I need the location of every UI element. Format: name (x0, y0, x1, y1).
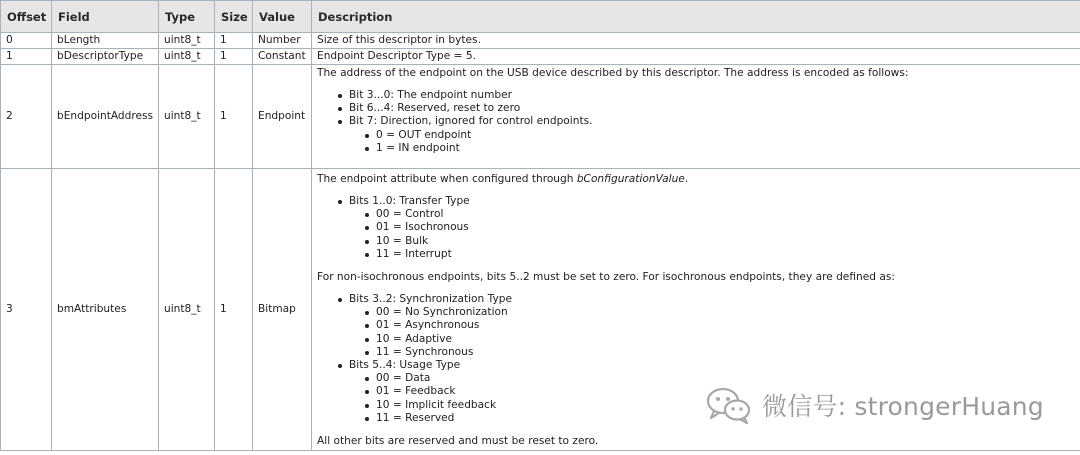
list-item: 00 = Data (365, 372, 1075, 385)
list-item: 1 = IN endpoint (365, 142, 1075, 155)
list-item: 10 = Implicit feedback (365, 399, 1075, 412)
cell-description: Size of this descriptor in bytes. (312, 33, 1080, 49)
direction-list (365, 129, 1075, 155)
watermark (704, 385, 1054, 425)
description-footer: All other bits are reserved and must be reset to zero. (317, 435, 599, 448)
cell-offset: 0 (1, 33, 52, 49)
description-intro: The address of the endpoint on the USB device described by this descriptor. The address is encoded as follows: (317, 67, 909, 79)
header-value: Value (253, 1, 312, 33)
intro-text: The endpoint attribute when configured through (317, 173, 577, 185)
header-type: Type (159, 1, 215, 33)
list-item-text: Bits 1..0: Transfer Type (349, 195, 470, 207)
cell-type: uint8_t (159, 49, 215, 65)
cell-field: bLength (52, 33, 159, 49)
bit-list (338, 89, 1075, 155)
list-item (338, 195, 1075, 261)
list-item (338, 293, 1075, 359)
intro-suffix: . (684, 173, 689, 185)
cell-field: bDescriptorType (52, 49, 159, 65)
cell-description (312, 65, 1080, 169)
cell-size: 1 (215, 33, 253, 49)
list-item: 10 = Adaptive (365, 333, 1075, 346)
cell-field: bEndpointAddress (52, 65, 159, 169)
list-item: 01 = Asynchronous (365, 319, 1075, 332)
cell-field: bmAttributes (52, 169, 159, 451)
list-item: 11 = Reserved (365, 412, 1075, 425)
list-item: 00 = No Synchronization (365, 306, 1075, 319)
list-item-text: Bits 5..4: Usage Type (349, 359, 461, 372)
list-item (338, 115, 1075, 155)
list-item: 11 = Interrupt (365, 248, 1075, 261)
list-item: 00 = Control (365, 208, 1075, 221)
cell-type: uint8_t (159, 169, 215, 451)
cell-type: uint8_t (159, 33, 215, 49)
cell-offset: 2 (1, 65, 52, 169)
cell-value: Constant (253, 49, 312, 65)
table-row (1, 49, 1080, 65)
description-intro (317, 173, 1075, 186)
list-item: 01 = Feedback (365, 385, 1075, 398)
header-field: Field (52, 1, 159, 33)
table-row (1, 33, 1080, 49)
cell-size: 1 (215, 169, 253, 451)
header-size: Size (215, 1, 253, 33)
cell-size: 1 (215, 65, 253, 169)
header-description: Description (312, 1, 1080, 33)
cell-offset: 1 (1, 49, 52, 65)
description-middle: For non-isochronous endpoints, bits 5..2 must be set to zero. For isochronous endpoints, they are defined as: (317, 271, 895, 284)
wechat-icon (704, 385, 754, 425)
list-item: 01 = Isochronous (365, 221, 1075, 234)
cell-type: uint8_t (159, 65, 215, 169)
watermark-text: 微信号: strongerHuang (762, 392, 1044, 421)
list-item: Bit 3...0: The endpoint number (338, 89, 1075, 102)
list-item-text: Bits 3..2: Synchronization Type (349, 293, 512, 306)
cell-value: Bitmap (253, 169, 312, 451)
transfer-list (338, 195, 1075, 261)
cell-size: 1 (215, 49, 253, 65)
intro-italic: bConfigurationValue (576, 173, 685, 185)
sync-type-list (365, 306, 1075, 359)
list-item: 10 = Bulk (365, 235, 1075, 248)
cell-offset: 3 (1, 169, 52, 451)
header-offset: Offset (1, 1, 52, 33)
transfer-type-list (365, 208, 1075, 261)
table-header-row (1, 1, 1080, 33)
list-item: Bit 6...4: Reserved, reset to zero (338, 102, 1075, 115)
list-item: 0 = OUT endpoint (365, 129, 1075, 142)
cell-value: Endpoint (253, 65, 312, 169)
list-item: 11 = Synchronous (365, 346, 1075, 359)
cell-value: Number (253, 33, 312, 49)
list-item-text: Bit 7: Direction, ignored for control endpoints. (349, 115, 593, 128)
table-row (1, 65, 1080, 169)
cell-description: Endpoint Descriptor Type = 5. (312, 49, 1080, 65)
